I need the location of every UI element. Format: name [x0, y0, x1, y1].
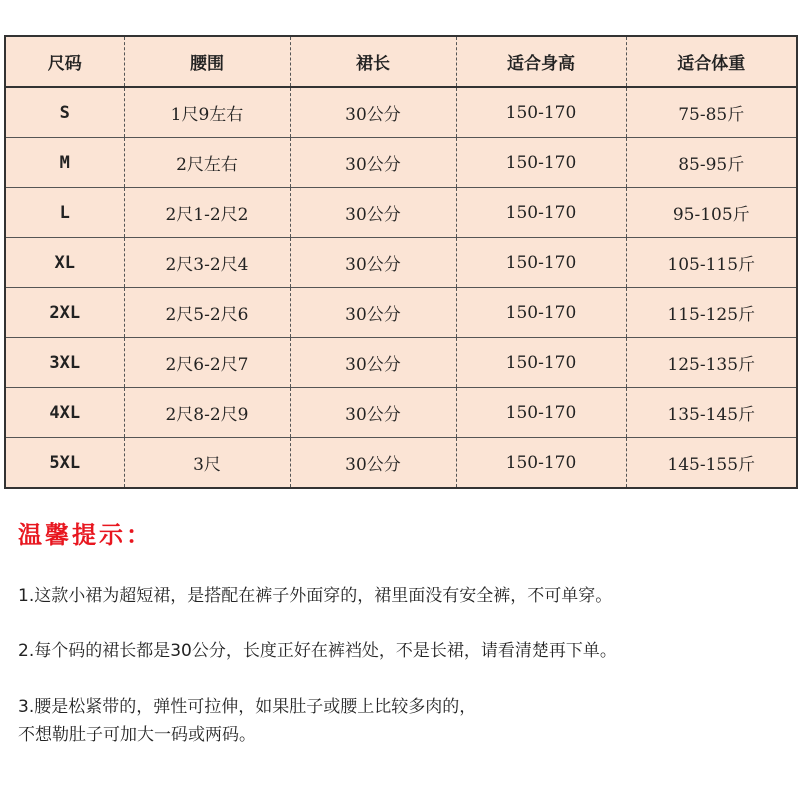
cell-skirt-length: 30公分: [290, 138, 456, 188]
cell-weight: 125-135斤: [626, 338, 797, 388]
cell-skirt-length: 30公分: [290, 338, 456, 388]
cell-size: 2XL: [5, 288, 124, 338]
table-header-row: [5, 36, 797, 87]
cell-weight: 115-125斤: [626, 288, 797, 338]
header-height: 适合身高: [456, 36, 626, 87]
size-chart-table: [4, 35, 798, 489]
table-row: [5, 238, 797, 288]
cell-waist: 2尺左右: [124, 138, 290, 188]
cell-waist: 2尺3-2尺4: [124, 238, 290, 288]
cell-weight: 135-145斤: [626, 388, 797, 438]
notice-line-2: 2.每个码的裙长都是30公分，长度正好在裤裆处，不是长裙，请看清楚再下单。: [18, 641, 617, 661]
cell-weight: 145-155斤: [626, 438, 797, 489]
table-row: [5, 87, 797, 138]
header-skirt-length: 裙长: [290, 36, 456, 87]
cell-size: XL: [5, 238, 124, 288]
cell-height: 150-170: [456, 388, 626, 438]
cell-waist: 1尺9左右: [124, 87, 290, 138]
cell-height: 150-170: [456, 138, 626, 188]
table-row: [5, 388, 797, 438]
cell-skirt-length: 30公分: [290, 87, 456, 138]
header-weight: 适合体重: [626, 36, 797, 87]
table-row: [5, 188, 797, 238]
cell-height: 150-170: [456, 87, 626, 138]
header-waist: 腰围: [124, 36, 290, 87]
table-row: [5, 438, 797, 489]
cell-height: 150-170: [456, 188, 626, 238]
table-row: [5, 138, 797, 188]
cell-weight: 85-95斤: [626, 138, 797, 188]
notice-line-4: 不想勒肚子可加大一码或两码。: [18, 725, 256, 745]
notice-line-1: 1.这款小裙为超短裙，是搭配在裤子外面穿的，裙里面没有安全裤，不可单穿。: [18, 586, 613, 606]
cell-size: M: [5, 138, 124, 188]
notice-title: 温馨提示：: [18, 521, 153, 549]
cell-size: 5XL: [5, 438, 124, 489]
cell-size: 4XL: [5, 388, 124, 438]
cell-skirt-length: 30公分: [290, 188, 456, 238]
cell-skirt-length: 30公分: [290, 388, 456, 438]
cell-skirt-length: 30公分: [290, 238, 456, 288]
cell-waist: 2尺5-2尺6: [124, 288, 290, 338]
cell-waist: 2尺6-2尺7: [124, 338, 290, 388]
cell-size: S: [5, 87, 124, 138]
cell-height: 150-170: [456, 238, 626, 288]
cell-skirt-length: 30公分: [290, 438, 456, 489]
cell-size: L: [5, 188, 124, 238]
cell-waist: 2尺1-2尺2: [124, 188, 290, 238]
cell-weight: 105-115斤: [626, 238, 797, 288]
notice-line-3: 3.腰是松紧带的，弹性可拉伸，如果肚子或腰上比较多肉的，: [18, 697, 477, 717]
cell-height: 150-170: [456, 438, 626, 489]
cell-weight: 75-85斤: [626, 87, 797, 138]
cell-size: 3XL: [5, 338, 124, 388]
cell-height: 150-170: [456, 288, 626, 338]
cell-skirt-length: 30公分: [290, 288, 456, 338]
table-row: [5, 288, 797, 338]
cell-height: 150-170: [456, 338, 626, 388]
cell-weight: 95-105斤: [626, 188, 797, 238]
table-row: [5, 338, 797, 388]
cell-waist: 3尺: [124, 438, 290, 489]
cell-waist: 2尺8-2尺9: [124, 388, 290, 438]
header-size: 尺码: [5, 36, 124, 87]
